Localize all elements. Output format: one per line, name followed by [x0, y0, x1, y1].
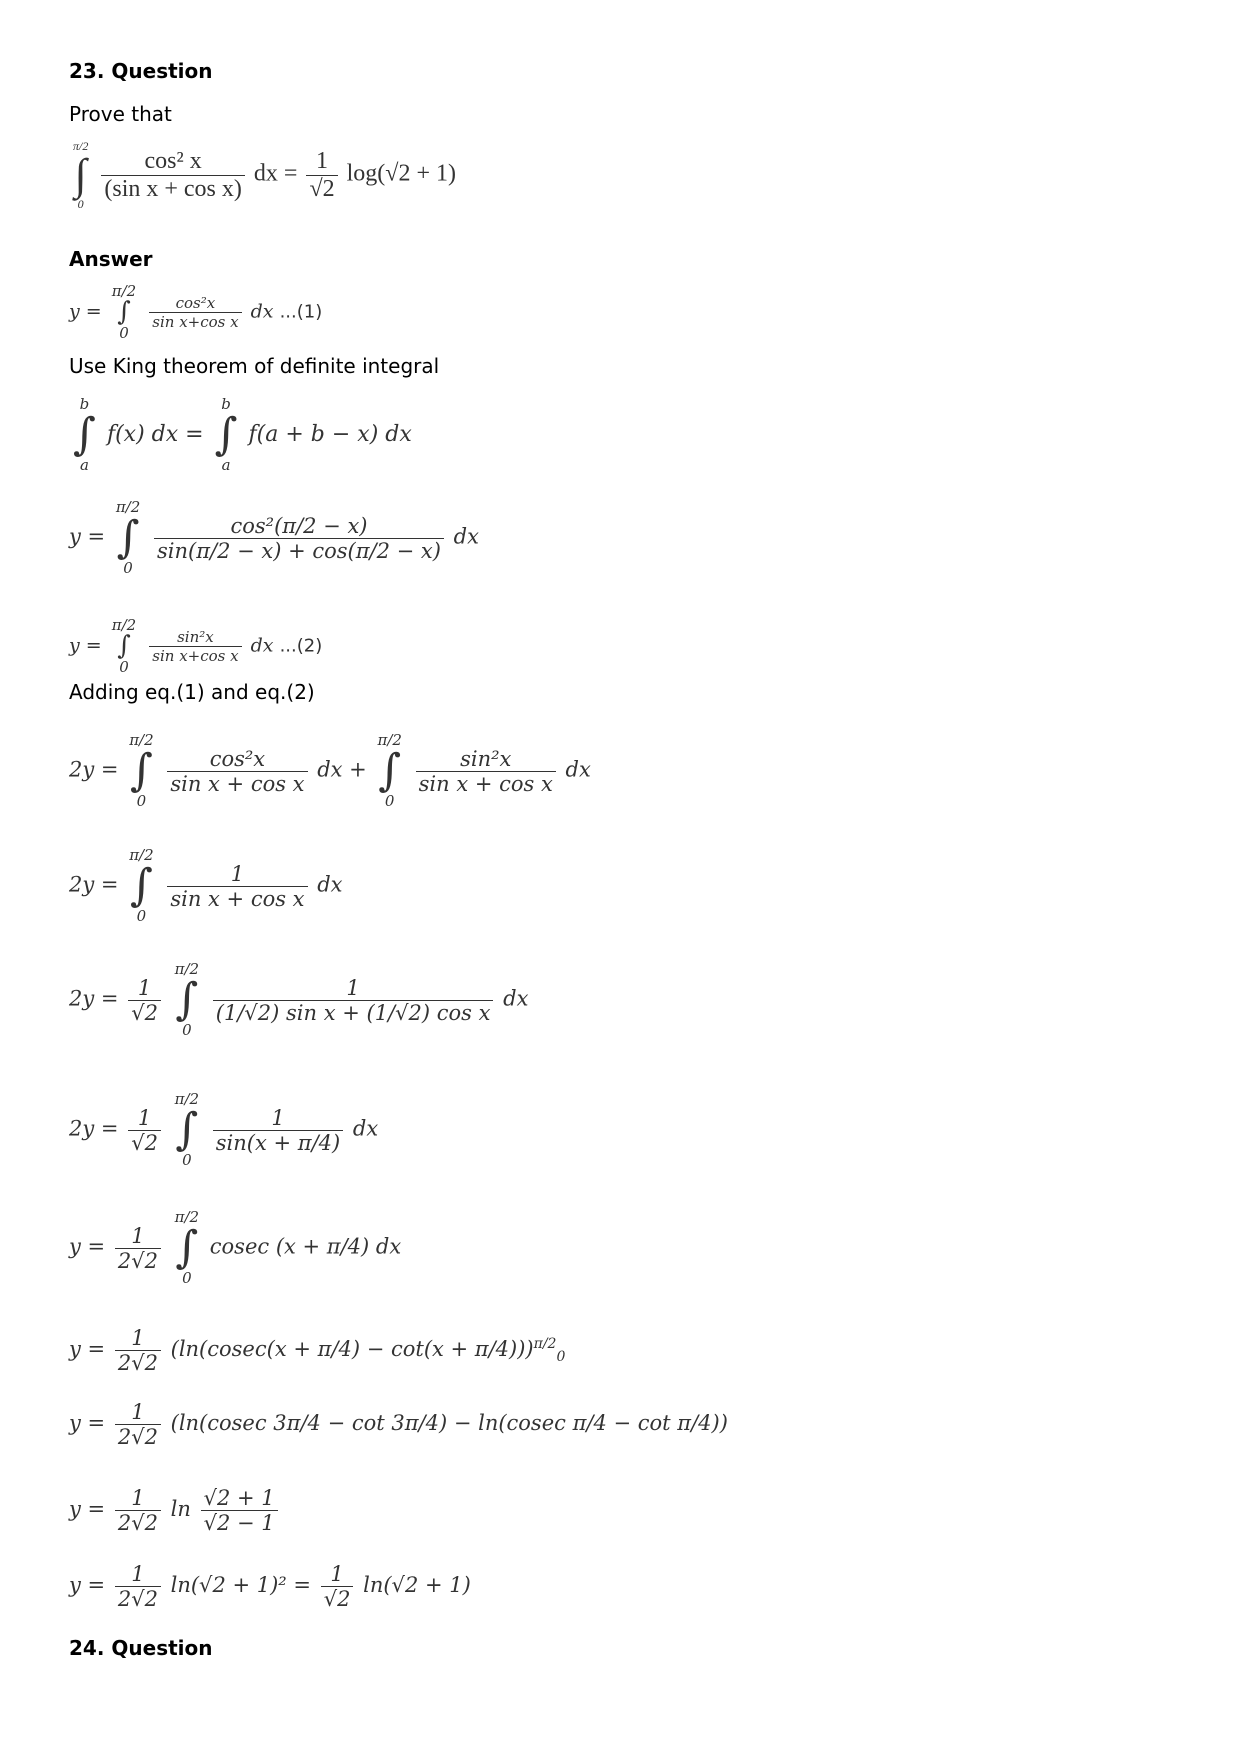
answer-heading: Answer [69, 247, 153, 271]
sum-step: 2y = π/2 ∫ 0 $\frac{\text{cos²x}}{\text{sin x + cos x}}$ dx + π/2 ∫ 0 $\frac{\text{sin²x}}{\text{sin x + cos x}}$ dx [69, 731, 591, 811]
substitution-step: y = π/2 ∫ 0 $\frac{\text{cos²(π/2 − x)}}{\sin(\pi/2 - x) + \cos(\pi/2 - x)}$ dx [69, 498, 479, 578]
cosec-step: y = $\frac{1}{2√2}$ π/2 ∫ 0 cosec (x + π/4) dx [69, 1208, 402, 1288]
prove-that-text: Prove that [69, 102, 172, 126]
equation-2: y = π/2 ∫ 0 $\frac{\text{sin²x}}{\text{sin x+cos x}}$ dx ...(2) [69, 616, 323, 677]
question-24-heading: 24. Question [69, 1636, 213, 1660]
normalized-step: 2y = $\frac{1}{√2}$ π/2 ∫ 0 $\frac{1}{\text{(1/√2) sin x + (1/√2) cos x}}$ dx [69, 960, 529, 1040]
king-theorem-text: Use King theorem of definite integral [69, 354, 440, 378]
log-ratio-step: y = $\frac{1}{2√2}$ ln $\frac{√2 + 1}{√2 - 1}$ [69, 1486, 281, 1535]
adding-equations-text: Adding eq.(1) and eq.(2) [69, 680, 315, 704]
equation-1-tag: ...(1) [279, 301, 323, 323]
sine-sum-step: 2y = $\frac{1}{√2}$ π/2 ∫ 0 $\frac{1}{\sin(x + \pi/4)}$ dx [69, 1090, 379, 1170]
limits-applied-step: y = $\frac{1}{2√2}$ (ln(cosec 3π/4 − cot 3π/4) − ln(cosec π/4 − cot π/4)) [69, 1400, 728, 1449]
king-theorem-formula: b ∫ a f(x) dx = b ∫ a f(a + b − x) dx [73, 395, 412, 475]
question-23-heading: 23. Question [69, 59, 213, 83]
problem-equation: π/2 ∫ 0 $\frac{\text{cos² x}}{\text{(sin x + cos x)}}$ dx = $\frac{1}{√2}$ log(√2 + 1) [73, 139, 456, 212]
final-result: y = $\frac{1}{2√2}$ ln(√2 + 1)² = $\frac{1}{√2}$ ln(√2 + 1) [69, 1562, 471, 1611]
equation-1: y = π/2 ∫ 0 $\frac{\text{cos²x}}{\text{sin x+cos x}}$ dx ...(1) [69, 282, 323, 343]
antiderivative-step: y = $\frac{1}{2√2}$ $(\ln(cosec(x + \pi/4) - \cot(x + \pi/4)))^{\pi/2}_0$ [69, 1326, 566, 1375]
equation-2-tag: ...(2) [279, 635, 323, 657]
simplified-step: 2y = π/2 ∫ 0 $\frac{1}{\text{sin x + cos x}}$ dx [69, 846, 343, 926]
